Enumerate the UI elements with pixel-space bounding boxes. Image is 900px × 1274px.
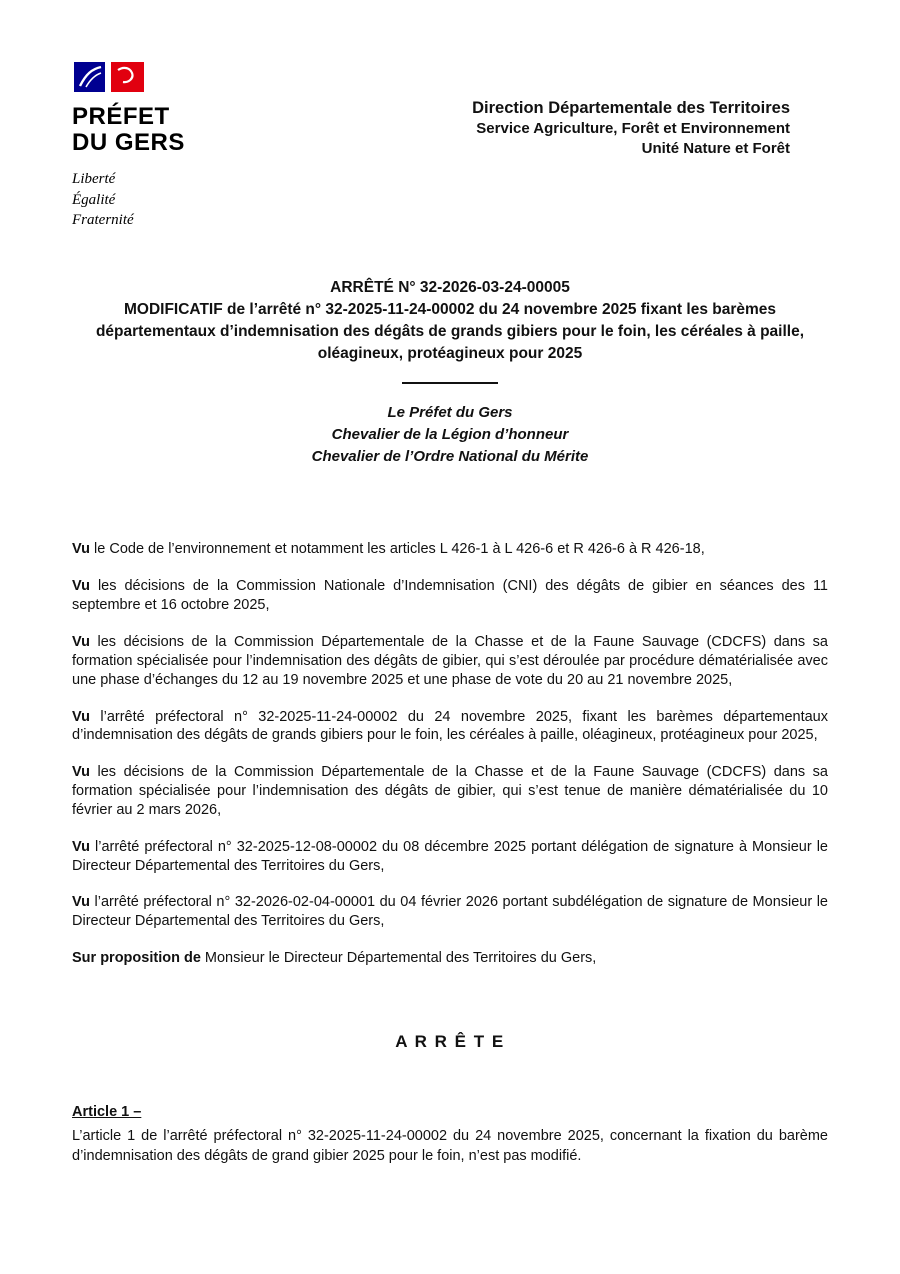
article-1-heading: Article 1 – (72, 1103, 142, 1120)
authority-honor-1: Chevalier de la Légion d’honneur (331, 426, 569, 444)
authority-block (72, 402, 828, 469)
arrete-heading: A R R Ê T E (395, 1031, 505, 1051)
recital-3 (72, 633, 828, 690)
recital-1 (72, 540, 828, 559)
prefecture-name-line1: PRÉFET (72, 103, 170, 130)
recital-4 (72, 708, 828, 746)
decree-subject: MODIFICATIF de l’arrêté n° 32-2025-11-24-00002 du 24 novembre 2025 fixant les barèmes départementaux d’indemnisation des dégâts de grands gibiers pour le foin, les céréales à paille, oléagineux, protéagineux pour 2025 (95, 300, 805, 362)
decree-title (72, 277, 828, 365)
recital-5-text: les décisions de la Commission Départementale de la Chasse et de la Faune Sauvage (CDCFS) dans sa formation spécialisée pour l’indemnisation des dégâts de gibier, qui s’est tenue de manière dématérialisée du 10 février au 2 mars 2026, (72, 764, 828, 818)
recital-1-text: le Code de l’environnement et notamment les articles L 426-1 à L 426-6 et R 426-6 à R 426-18, (90, 541, 705, 558)
article-1-section (72, 1104, 828, 1166)
republic-motto (72, 169, 302, 231)
french-republic-flag-marianne-icon (74, 60, 146, 94)
recital-1-lead: Vu (72, 541, 90, 558)
recital-7-text: l’arrêté préfectoral n° 32-2026-02-04-00001 du 04 février 2026 portant subdélégation de signature de Monsieur le Directeur Départemental des Territoires du Gers, (72, 894, 828, 930)
service-block (472, 60, 828, 158)
recital-7-lead: Vu (72, 894, 90, 911)
direction-name: Direction Départementale des Territoires (472, 99, 790, 117)
recital-6-text: l’arrêté préfectoral n° 32-2025-12-08-00002 du 08 décembre 2025 portant délégation de signature à Monsieur le Directeur Départemental des Territoires du Gers, (72, 838, 828, 874)
recital-2-lead: Vu (72, 578, 90, 595)
recital-5 (72, 763, 828, 820)
recital-2 (72, 577, 828, 615)
recital-7 (72, 893, 828, 931)
decree-number: ARRÊTÉ N° 32-2026-03-24-00005 (330, 278, 570, 296)
recital-5-lead: Vu (72, 764, 90, 781)
recital-sur-proposition (72, 949, 828, 968)
title-separator (402, 382, 498, 384)
recital-3-lead: Vu (72, 633, 90, 650)
motto-liberte: Liberté (72, 170, 116, 187)
recital-sur-proposition-text: Monsieur le Directeur Départemental des Territoires du Gers, (200, 950, 597, 967)
document-header (72, 60, 828, 231)
service-name: Service Agriculture, Forêt et Environnement (476, 120, 790, 138)
prefecture-name (72, 104, 302, 156)
recital-6 (72, 838, 828, 876)
recital-2-text: les décisions de la Commission Nationale d’Indemnisation (CNI) des dégâts de gibier en séances des 11 septembre et 16 octobre 2025, (72, 578, 828, 614)
authority-honor-2: Chevalier de l’Ordre National du Mérite (311, 448, 589, 466)
authority-title: Le Préfet du Gers (387, 403, 513, 421)
unit-name: Unité Nature et Forêt (641, 139, 790, 157)
recital-3-text: les décisions de la Commission Départementale de la Chasse et de la Faune Sauvage (CDCFS) dans sa formation spécialisée pour l’indemnisation des dégâts de gibier, qui s’est déroulée par procédure dématérialisée avec une phase d’échanges du 12 au 19 novembre 2025 et une phase de vote du 20 au 21 novembre 2025, (72, 633, 828, 688)
recitals-section (72, 540, 828, 968)
recital-4-text: l’arrêté préfectoral n° 32-2025-11-24-00002 du 24 novembre 2025, fixant les barèmes départementaux d’indemnisation des dégâts de grands gibiers pour le foin, les céréales à paille, oléagineux, protéagineux pour 2025, (72, 708, 828, 744)
prefecture-name-line2: DU GERS (72, 128, 185, 156)
article-1-body: L’article 1 de l’arrêté préfectoral n° 32-2025-11-24-00002 du 24 novembre 2025, concernant la fixation du barème d’indemnisation des dégâts de grand gibier 2025 pour le foin, n’est pas modifié. (72, 1127, 828, 1164)
motto-egalite: Égalité (72, 191, 116, 208)
recital-4-lead: Vu (72, 708, 90, 725)
recital-6-lead: Vu (72, 838, 90, 855)
prefecture-block (72, 60, 302, 231)
recital-sur-proposition-lead: Sur proposition de (72, 950, 201, 967)
motto-fraternite: Fraternité (72, 212, 134, 229)
